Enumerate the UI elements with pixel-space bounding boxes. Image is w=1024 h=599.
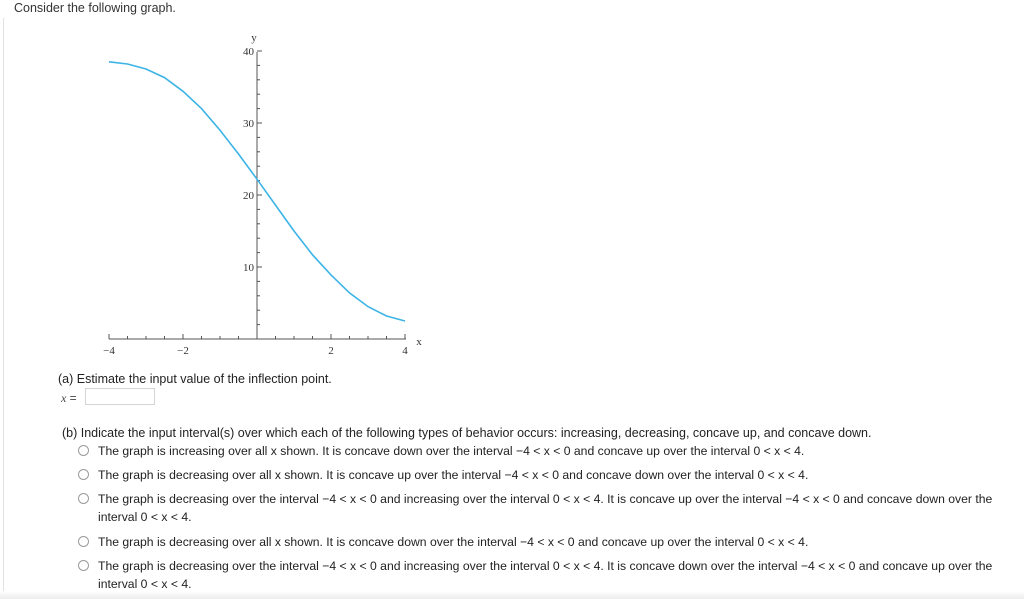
choice-option-3[interactable] (78, 490, 1018, 526)
choice-text: The graph is decreasing over the interval −4 < x < 0 and increasing over the interval 0 < x < 4. It is concave down over the interval −4 < x < 0 and concave up over the interval 0 < x < 4. (98, 559, 993, 591)
y-axis-label: y (251, 32, 257, 44)
x-tick-label-neg4: −4 (103, 345, 115, 357)
x-tick-label-4: 4 (402, 345, 408, 357)
choice-option-1[interactable] (78, 442, 1018, 460)
y-tick-label-10: 10 (243, 262, 254, 274)
choice-text: The graph is increasing over all x shown. It is concave down over the interval −4 < x < 0 and concave up over the interval 0 < x < 4. (98, 444, 805, 458)
equals-sign: = (66, 391, 77, 405)
part-b-question: (b) Indicate the input interval(s) over which each of the following types of behavior occurs: increasing, decreasing, concave up, and concave down. (62, 426, 872, 440)
x-equals-label (61, 391, 77, 406)
choice-text: The graph is decreasing over all x shown. It is concave down over the interval −4 < x < 0 and concave up over the interval 0 < x < 4. (98, 535, 809, 549)
y-tick-label-20: 20 (243, 190, 254, 202)
radio-button[interactable] (78, 536, 89, 547)
question-prompt: Consider the following graph. (14, 1, 176, 15)
choice-option-5[interactable] (78, 557, 1018, 593)
choice-text: The graph is decreasing over the interval −4 < x < 0 and increasing over the interval 0 < x < 4. It is concave up over the interval −4 < x < 0 and concave down over the interval 0 < x < 4. (98, 492, 993, 524)
radio-button[interactable] (78, 445, 89, 456)
choice-option-4[interactable] (78, 533, 1018, 551)
radio-button[interactable] (78, 469, 89, 480)
x-variable: x (61, 391, 67, 405)
y-tick-label-40: 40 (243, 46, 254, 58)
radio-button[interactable] (78, 560, 89, 571)
choice-option-2[interactable] (78, 466, 1018, 484)
inflection-point-input[interactable] (85, 388, 155, 405)
part-a-question: (a) Estimate the input value of the inflection point. (58, 372, 332, 386)
radio-button[interactable] (78, 493, 89, 504)
x-tick-label-2: 2 (328, 345, 334, 357)
x-tick-label-neg2: −2 (177, 345, 189, 357)
x-axis-label: x (416, 336, 422, 348)
bottom-edge (0, 591, 1024, 599)
choice-text: The graph is decreasing over all x shown. It is concave up over the interval −4 < x < 0 and concave down over the interval 0 < x < 4. (98, 468, 809, 482)
y-tick-label-30: 30 (243, 118, 254, 130)
minor-ticks (109, 51, 405, 339)
